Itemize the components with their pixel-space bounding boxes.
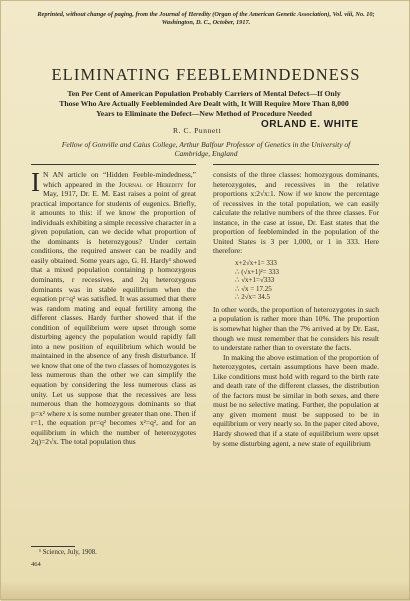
left-paragraph-start: N AN article on “Hidden Feeble-mindedness,” which appeared in the <box>43 170 196 189</box>
reprint-note: Reprinted, without change of paging, from the Journal of Heredity (Organ of the American Genetic Association), Vol. viii, No. 10; Washington, D. C., October, 1917. <box>37 11 375 26</box>
footnote: ¹ Science, July, 1908. <box>39 549 97 556</box>
equation-line: ∴ √x = 17.25 <box>235 284 272 293</box>
right-column-rule <box>213 164 379 165</box>
left-column <box>31 167 196 447</box>
article-subtitle: Ten Per Cent of American Population Probably Carriers of Mental Defect—If Only Those Who Are Actually Feebleminded Are Dealt with, It Will Require More Than 8,000 Years to Eliminate the Defect—New Method of Procedure Needed <box>59 89 349 119</box>
author-affiliation: Fellow of Gonville and Caius College, Arthur Balfour Professor of Genetics in the University of Cambridge, England <box>61 140 351 159</box>
left-paragraph-end: for May, 1917, Dr. E. M. East raises a point of great practical importance for students of eugenics. Briefly, it amounts to this: if we know the proportion of individuals exhibiting a simple recessive character in a given population, can we decide what proportion of the dominants is heterozygous? Under certain conditions, the required answer can be readily and easily obtained. Some years ago, G. H. Hardy¹ showed that a mixed population containing p homozygous dominants, r recessives, and 2q heterozygous dominants was in stable equilibrium when the equation pr=q² was satisfied. It was assumed that there was random mating and equal fertility among the different classes. Hardy further showed that if the condition of equilibrium were upset through some disturbing agency the population would rapidly fall into a new position of equilibrium which would be maintained in the absence of any fresh disturbance. If we know that one of the two classes of homozygotes is less numerous than the other we can simplify the equation by considering the less numerous class as unity. Let us suppose that the recessives are less numerous than the homozygous dominants so that p=x² where x is some number greater than one. Then if r=1, the equation pr=q² becomes x²=q², and for an equilibrium in which the number of heterozygotes 2q)=2√x. The total population thus <box>31 179 196 447</box>
right-paragraph-2: In other words, the proportion of heterozygotes in such a population is rather more than 10%. The proportion is somewhat higher than the 7% arrived at by Dr. East, though we must remember that he considers his result to understate rather than to overstate the facts. <box>213 304 379 353</box>
equation-line: x+2√x+1= 333 <box>235 258 277 267</box>
equation-line: ∴ 2√x= 34.5 <box>235 293 270 302</box>
right-paragraph-1: consists of the three classes: homozygous dominants, heterozygotes, and recessives in the relative proportions x:2√x:1. Now if we know the percentage of recessives in the total population, we can easily calculate the relative numbers of the three classes. For instance, in the case at issue, Dr. East states that the proportion of feebleminded in the population of the United States is 3 per 1,000, or 1 in 333. Here therefore: <box>213 170 379 256</box>
left-paragraph <box>31 167 196 447</box>
equation-block <box>235 259 379 302</box>
drop-cap: I <box>31 167 40 197</box>
equation-line: ∴ (√x+1)²= 333 <box>235 267 279 276</box>
right-column <box>213 170 379 448</box>
paper-edge-shading <box>1 581 410 601</box>
equation-line: ∴ √x+1=√333 <box>235 276 275 285</box>
author-name: R. C. Punnett <box>173 126 222 135</box>
owner-stamp: ORLAND E. WHITE <box>261 119 359 130</box>
left-column-rule <box>31 164 196 165</box>
right-paragraph-3: In making the above estimation of the proportion of heterozygotes, certain assumptions have been made. Like conditions must hold with regard to the birth rate and death rate of the different classes, the distribution of the factors must be similar in both sexes, and there must be no selective mating. Further, the population at any given moment must be supposed to be in equilibrium or very nearly so. In the paper cited above, Hardy showed that if a state of equilibrium were upset by some disturbing agent, a new state of equilibrium <box>213 352 379 448</box>
page-number: 464 <box>31 561 41 568</box>
journal-name: Journal of Heredity <box>118 179 184 189</box>
article-title: ELIMINATING FEEBLEMINDEDNESS <box>51 65 361 84</box>
footnote-rule <box>31 546 75 547</box>
